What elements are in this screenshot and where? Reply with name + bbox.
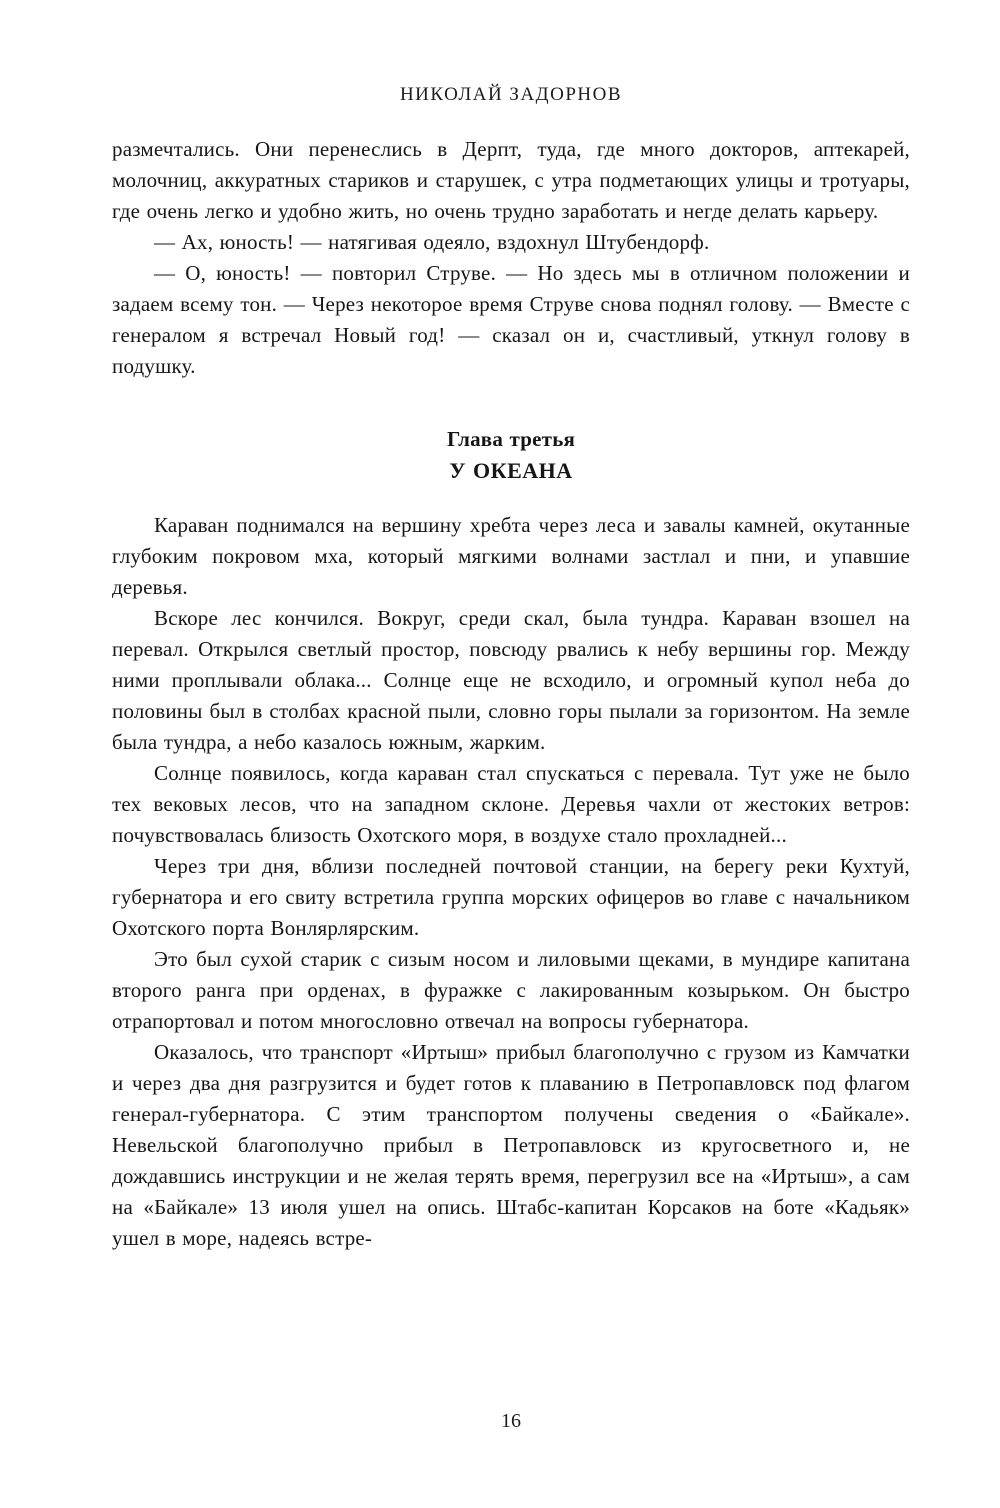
chapter-heading: [112, 424, 910, 486]
chapter-number: Глава третья: [446, 427, 576, 451]
running-head: НИКОЛАЙ ЗАДОРНОВ: [399, 84, 623, 105]
text-block: [112, 134, 910, 1254]
paragraph: размечтались. Они перенеслись в Дерпт, туда, где много докторов, аптекарей, молочниц, аккуратных стариков и старушек, с утра подметающих улицы и тротуары, где очень легко и удобно жить, но очень трудно заработать и негде делать карьеру.: [112, 137, 910, 223]
paragraph: Солнце появилось, когда караван стал спускаться с перевала. Тут уже не было тех вековых лесов, что на западном склоне. Деревья чахли от жестоких ветров: почувствовалась близость Охотского моря, в воздухе стало прохладней...: [112, 761, 910, 847]
paragraph-dialogue: — Ах, юность! — натягивая одеяло, вздохнул Штубендорф.: [154, 230, 710, 254]
paragraph-dialogue: — О, юность! — повторил Струве. — Но здесь мы в отличном положении и задаем всему тон. — Через некоторое время Струве снова поднял голову. — Вместе с генералом я встречал Новый год! — сказал он и, счастливый, уткнул голову в подушку.: [112, 261, 910, 378]
chapter-title: У ОКЕАНА: [449, 458, 573, 483]
paragraph: Караван поднимался на вершину хребта через леса и завалы камней, окутанные глубоким покровом мха, который мягкими волнами застлал и пни, и упавшие деревья.: [112, 513, 910, 599]
page-number: 16: [501, 1410, 521, 1432]
paragraph: Оказалось, что транспорт «Иртыш» прибыл благополучно с грузом из Камчатки и через два дня разгрузится и будет готов к плаванию в Петропавловск под флагом генерал-губернатора. С этим транспортом получены сведения о «Байкале». Невельской благополучно прибыл в Петропавловск из кругосветного и, не дождавшись инструкции и не желая терять время, перегрузил все на «Иртыш», а сам на «Байкале» 13 июля ушел на опись. Штабс-капитан Корсаков на боте «Кадьяк» ушел в море, надеясь встре-: [112, 1040, 910, 1250]
paragraph: Это был сухой старик с сизым носом и лиловыми щеками, в мундире капитана второго ранга при орденах, в фуражке с лакированным козырьком. Он быстро отрапортовал и потом многословно отвечал на вопросы губернатора.: [112, 947, 910, 1033]
paragraph: Через три дня, вблизи последней почтовой станции, на берегу реки Кухтуй, губернатора и его свиту встретила группа морских офицеров во главе с начальником Охотского порта Вонлярлярским.: [112, 854, 910, 940]
paragraph: Вскоре лес кончился. Вокруг, среди скал, была тундра. Караван взошел на перевал. Открылся светлый простор, повсюду рвались к небу вершины гор. Между ними проплывали облака... Солнце еще не всходило, и огромный купол неба до половины был в столбах красной пыли, словно горы пылали за горизонтом. На земле была тундра, а небо казалось южным, жарким.: [112, 606, 910, 754]
